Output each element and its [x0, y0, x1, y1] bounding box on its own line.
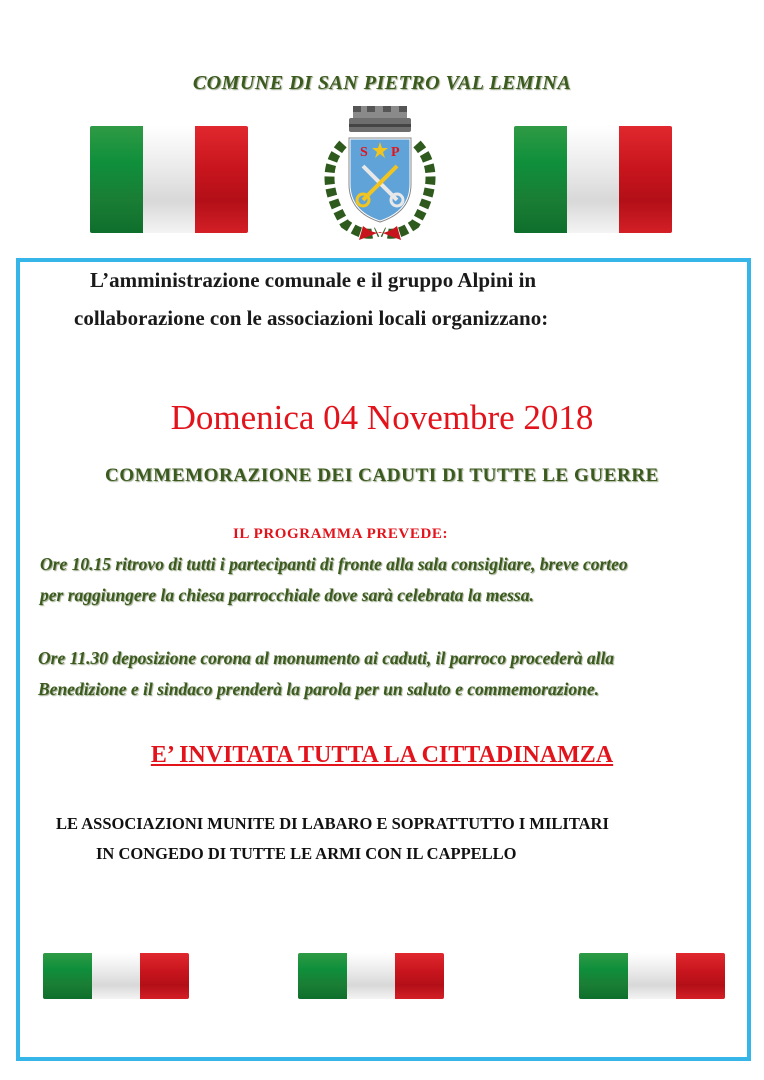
associations-line-2: IN CONGEDO DI TUTTE LE ARMI CON IL CAPPELLO — [96, 844, 517, 863]
intro-line-1: L’amministrazione comunale e il gruppo Alpini in — [90, 268, 537, 292]
italian-flag-bottom-center — [298, 953, 444, 999]
invitation-heading: E’ INVITATA TUTTA LA CITTADINAMZA — [150, 742, 614, 768]
coat-of-arms — [305, 104, 455, 246]
program-heading: IL PROGRAMMA PREVEDE: — [233, 526, 449, 542]
crest-letter-p: P — [391, 145, 400, 160]
intro-line-2: collaborazione con le associazioni locali organizzano: — [74, 306, 549, 330]
municipality-title: COMUNE DI SAN PIETRO VAL LEMINA — [192, 72, 572, 94]
program-item-2-line-1: Ore 11.30 deposizione corona al monumento ai caduti, il parroco procederà alla — [38, 648, 615, 668]
event-title: COMMEMORAZIONE DEI CADUTI DI TUTTE LE GUERRE — [105, 465, 659, 486]
event-date: Domenica 04 Novembre 2018 — [170, 398, 594, 437]
italian-flag-bottom-right — [579, 953, 725, 999]
associations-line-1: LE ASSOCIAZIONI MUNITE DI LABARO E SOPRATTUTTO I MILITARI — [56, 814, 609, 833]
italian-flag-top-left — [90, 126, 248, 233]
program-item-1-line-2: per raggiungere la chiesa parrocchiale dove sarà celebrata la messa. — [40, 585, 534, 605]
program-item-1-line-1: Ore 10.15 ritrovo di tutti i partecipanti di fronte alla sala consigliare, breve corteo — [40, 554, 628, 574]
italian-flag-bottom-left — [43, 953, 189, 999]
italian-flag-top-right — [514, 126, 672, 233]
program-item-2-line-2: Benedizione e il sindaco prenderà la parola per un saluto e commemorazione. — [38, 679, 599, 699]
crest-letter-s: S — [360, 145, 368, 160]
